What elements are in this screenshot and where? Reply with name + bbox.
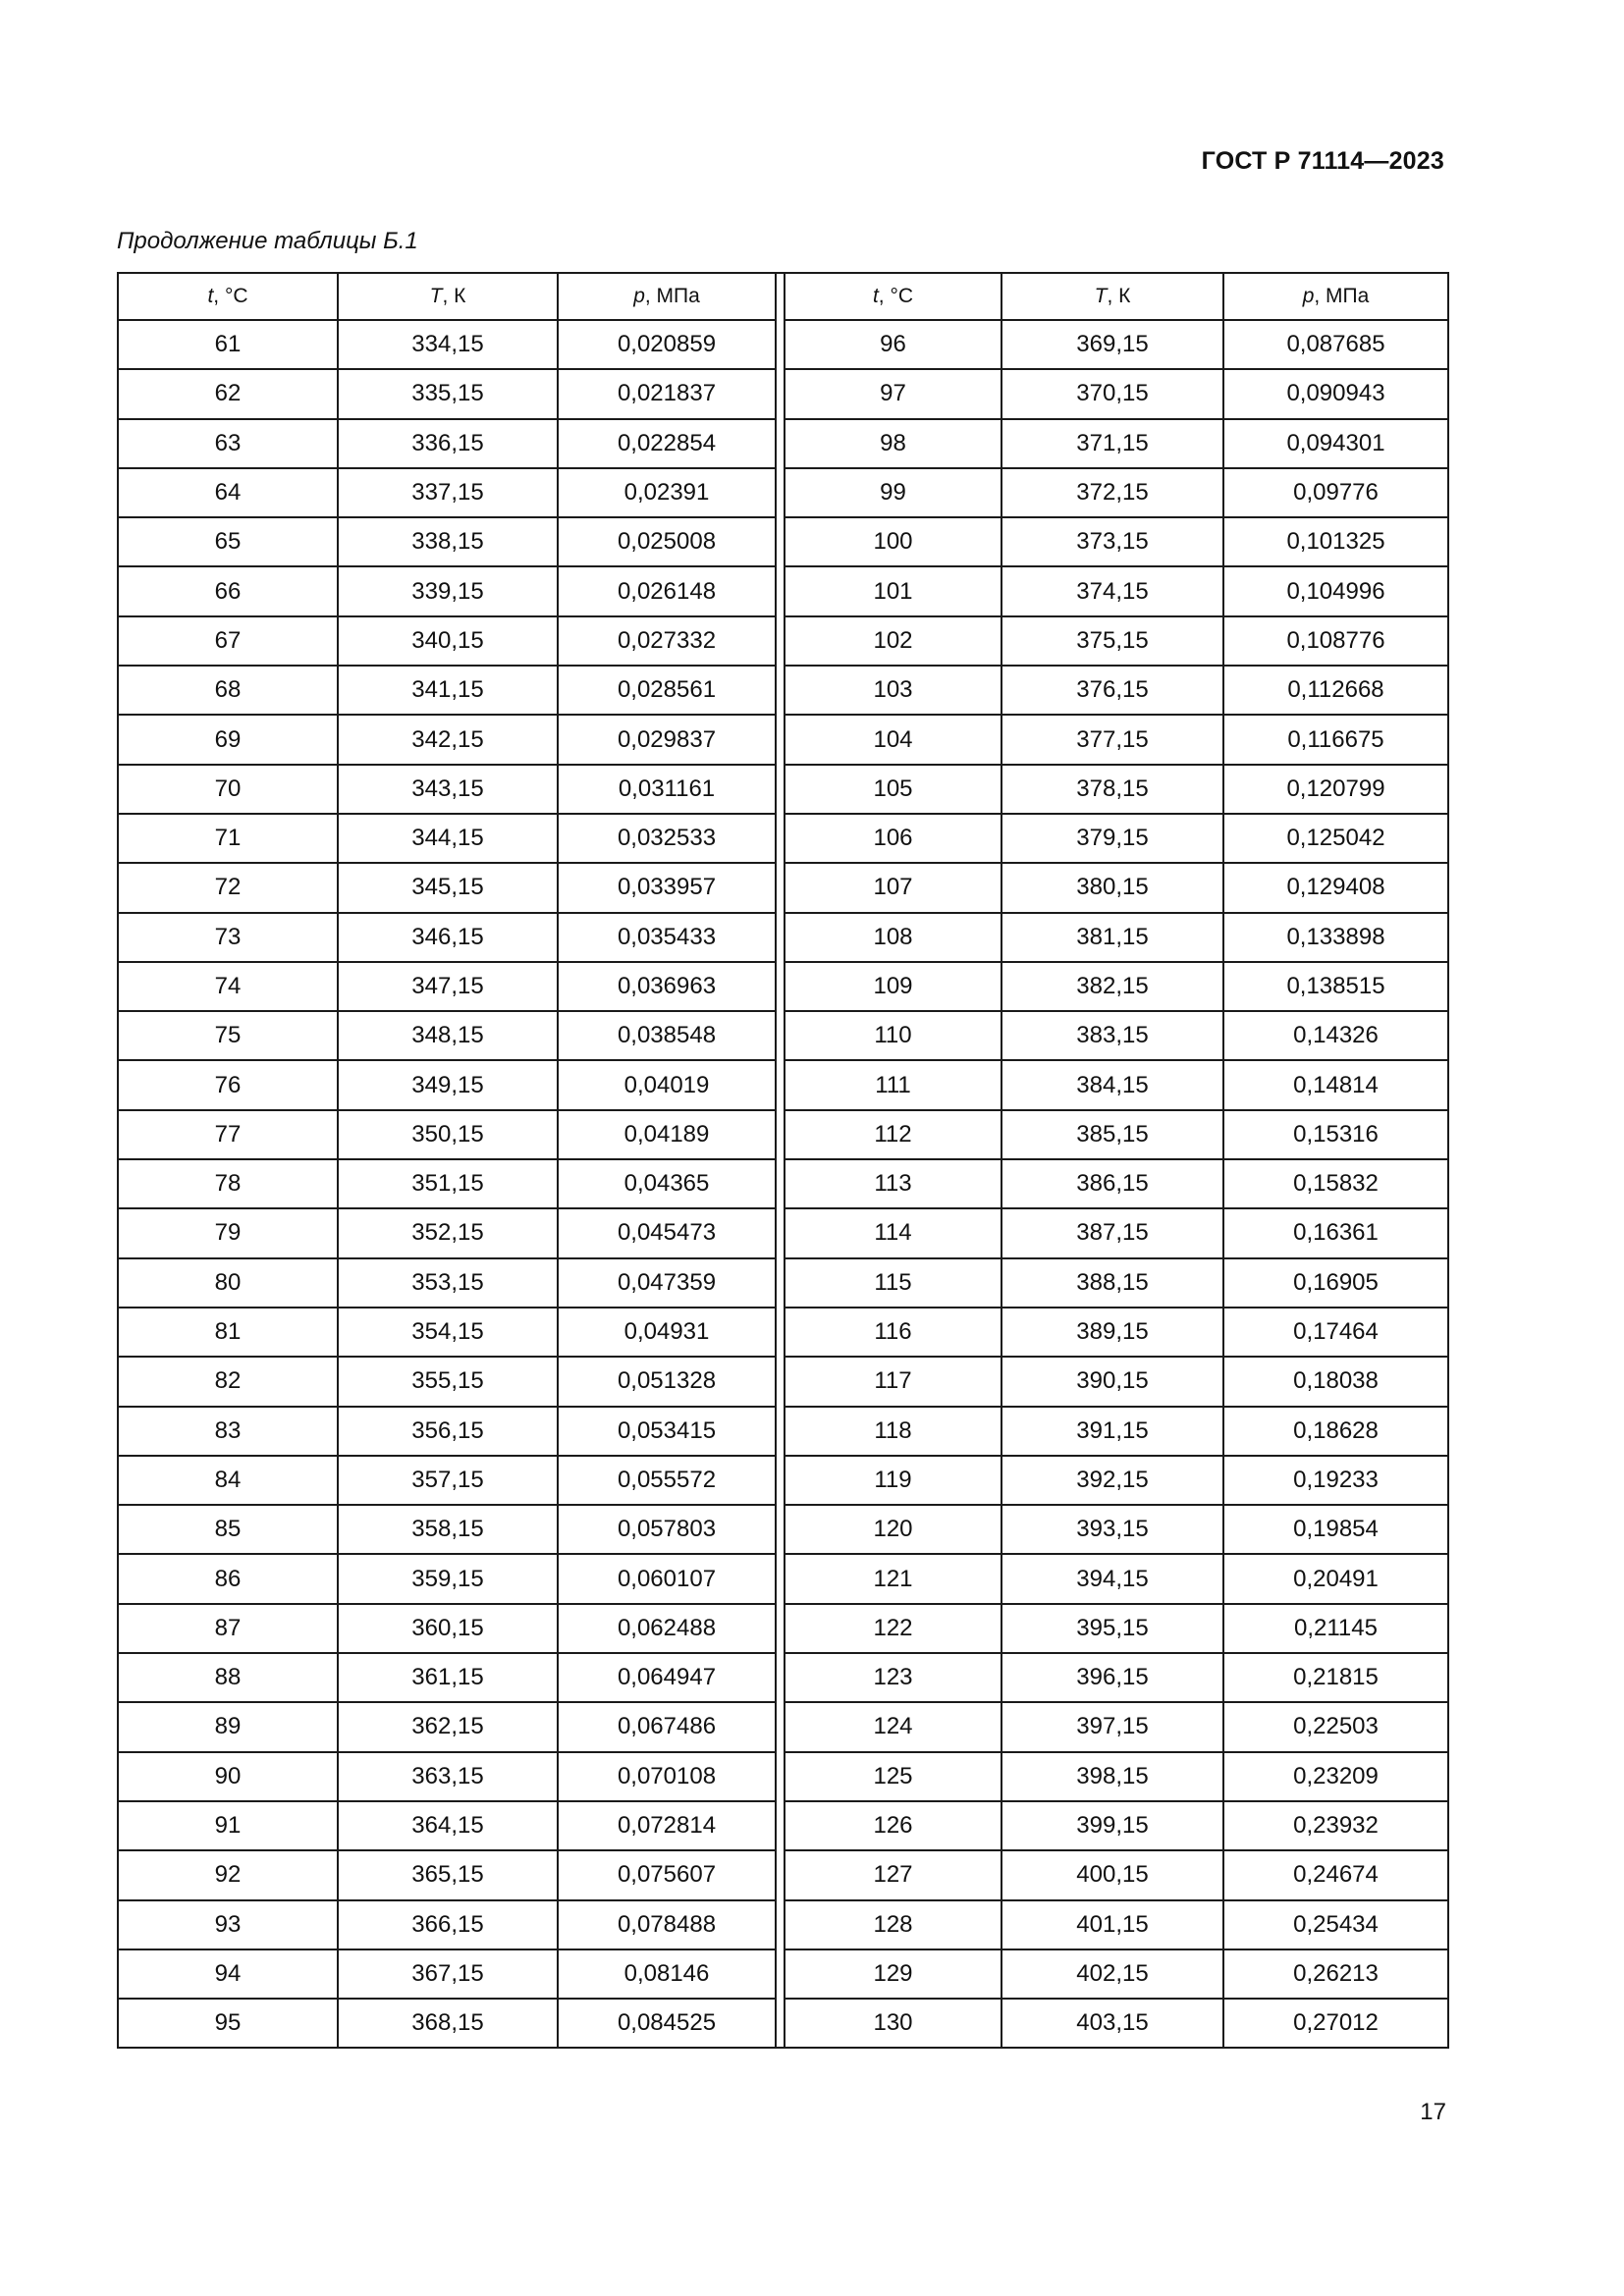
- cell-t-celsius: 125: [785, 1752, 1001, 1801]
- cell-p-mpa: 0,04931: [558, 1308, 776, 1357]
- column-header-T: T, К: [338, 273, 558, 320]
- cell-p-mpa: 0,108776: [1223, 616, 1448, 666]
- cell-p-mpa: 0,029837: [558, 715, 776, 764]
- cell-p-mpa: 0,045473: [558, 1208, 776, 1257]
- cell-T-kelvin: 398,15: [1001, 1752, 1223, 1801]
- cell-T-kelvin: 344,15: [338, 814, 558, 863]
- cell-t-celsius: 98: [785, 419, 1001, 468]
- cell-T-kelvin: 336,15: [338, 419, 558, 468]
- cell-p-mpa: 0,090943: [1223, 369, 1448, 418]
- cell-T-kelvin: 363,15: [338, 1752, 558, 1801]
- cell-t-celsius: 115: [785, 1258, 1001, 1308]
- cell-T-kelvin: 337,15: [338, 468, 558, 517]
- table-row: [785, 666, 1448, 715]
- table-row: [118, 1208, 776, 1257]
- table-row: [118, 1456, 776, 1505]
- table-row: [785, 1011, 1448, 1060]
- column-header-t: t, °C: [118, 273, 338, 320]
- table-row: [118, 1505, 776, 1554]
- cell-T-kelvin: 401,15: [1001, 1900, 1223, 1949]
- cell-t-celsius: 108: [785, 913, 1001, 962]
- cell-p-mpa: 0,120799: [1223, 765, 1448, 814]
- cell-t-celsius: 73: [118, 913, 338, 962]
- cell-p-mpa: 0,051328: [558, 1357, 776, 1406]
- cell-T-kelvin: 382,15: [1001, 962, 1223, 1011]
- cell-t-celsius: 99: [785, 468, 1001, 517]
- table-row: [785, 616, 1448, 666]
- cell-T-kelvin: 384,15: [1001, 1060, 1223, 1109]
- table-row: [118, 1407, 776, 1456]
- cell-p-mpa: 0,057803: [558, 1505, 776, 1554]
- cell-T-kelvin: 377,15: [1001, 715, 1223, 764]
- table-row: [785, 1208, 1448, 1257]
- cell-T-kelvin: 342,15: [338, 715, 558, 764]
- cell-T-kelvin: 373,15: [1001, 517, 1223, 566]
- cell-T-kelvin: 365,15: [338, 1850, 558, 1899]
- cell-t-celsius: 119: [785, 1456, 1001, 1505]
- table-row: [118, 1357, 776, 1406]
- table-row: [785, 863, 1448, 912]
- cell-p-mpa: 0,084525: [558, 1999, 776, 2048]
- cell-T-kelvin: 390,15: [1001, 1357, 1223, 1406]
- cell-T-kelvin: 364,15: [338, 1801, 558, 1850]
- table-row: [785, 517, 1448, 566]
- cell-T-kelvin: 367,15: [338, 1949, 558, 1999]
- cell-p-mpa: 0,20491: [1223, 1554, 1448, 1603]
- cell-T-kelvin: 361,15: [338, 1653, 558, 1702]
- table-row: [785, 715, 1448, 764]
- table-b1-continuation: [117, 272, 1445, 2049]
- cell-T-kelvin: 362,15: [338, 1702, 558, 1751]
- cell-p-mpa: 0,21145: [1223, 1604, 1448, 1653]
- cell-t-celsius: 66: [118, 566, 338, 615]
- table-row: [118, 320, 776, 369]
- cell-p-mpa: 0,04365: [558, 1159, 776, 1208]
- table-header-row: [118, 273, 776, 320]
- cell-T-kelvin: 348,15: [338, 1011, 558, 1060]
- cell-p-mpa: 0,075607: [558, 1850, 776, 1899]
- cell-t-celsius: 113: [785, 1159, 1001, 1208]
- cell-T-kelvin: 383,15: [1001, 1011, 1223, 1060]
- cell-p-mpa: 0,21815: [1223, 1653, 1448, 1702]
- cell-T-kelvin: 360,15: [338, 1604, 558, 1653]
- table-row: [785, 1258, 1448, 1308]
- cell-p-mpa: 0,047359: [558, 1258, 776, 1308]
- cell-p-mpa: 0,138515: [1223, 962, 1448, 1011]
- cell-p-mpa: 0,14814: [1223, 1060, 1448, 1109]
- cell-p-mpa: 0,17464: [1223, 1308, 1448, 1357]
- cell-t-celsius: 94: [118, 1949, 338, 1999]
- cell-p-mpa: 0,087685: [1223, 320, 1448, 369]
- cell-t-celsius: 105: [785, 765, 1001, 814]
- table-row: [785, 1850, 1448, 1899]
- table-row: [785, 1702, 1448, 1751]
- cell-t-celsius: 95: [118, 1999, 338, 2048]
- column-header-t: t, °C: [785, 273, 1001, 320]
- cell-T-kelvin: 343,15: [338, 765, 558, 814]
- cell-t-celsius: 117: [785, 1357, 1001, 1406]
- table-row: [118, 1949, 776, 1999]
- table-row: [118, 1850, 776, 1899]
- column-header-p: p, МПа: [1223, 273, 1448, 320]
- cell-t-celsius: 97: [785, 369, 1001, 418]
- cell-T-kelvin: 374,15: [1001, 566, 1223, 615]
- table-row: [118, 1752, 776, 1801]
- cell-t-celsius: 83: [118, 1407, 338, 1456]
- table-left-half: [117, 272, 777, 2049]
- table-row: [118, 1604, 776, 1653]
- cell-p-mpa: 0,16361: [1223, 1208, 1448, 1257]
- table-row: [118, 1702, 776, 1751]
- table-row: [118, 1258, 776, 1308]
- cell-T-kelvin: 392,15: [1001, 1456, 1223, 1505]
- cell-t-celsius: 123: [785, 1653, 1001, 1702]
- cell-T-kelvin: 393,15: [1001, 1505, 1223, 1554]
- cell-t-celsius: 87: [118, 1604, 338, 1653]
- table-row: [785, 419, 1448, 468]
- cell-p-mpa: 0,26213: [1223, 1949, 1448, 1999]
- cell-T-kelvin: 352,15: [338, 1208, 558, 1257]
- cell-t-celsius: 128: [785, 1900, 1001, 1949]
- cell-p-mpa: 0,02391: [558, 468, 776, 517]
- cell-T-kelvin: 403,15: [1001, 1999, 1223, 2048]
- table-row: [785, 1604, 1448, 1653]
- cell-t-celsius: 116: [785, 1308, 1001, 1357]
- cell-t-celsius: 79: [118, 1208, 338, 1257]
- table-row: [118, 1653, 776, 1702]
- cell-p-mpa: 0,104996: [1223, 566, 1448, 615]
- cell-T-kelvin: 358,15: [338, 1505, 558, 1554]
- cell-T-kelvin: 357,15: [338, 1456, 558, 1505]
- cell-t-celsius: 107: [785, 863, 1001, 912]
- table-row: [118, 1999, 776, 2048]
- cell-T-kelvin: 369,15: [1001, 320, 1223, 369]
- cell-t-celsius: 124: [785, 1702, 1001, 1751]
- cell-p-mpa: 0,16905: [1223, 1258, 1448, 1308]
- cell-t-celsius: 65: [118, 517, 338, 566]
- table-row: [785, 1554, 1448, 1603]
- cell-p-mpa: 0,04189: [558, 1110, 776, 1159]
- cell-p-mpa: 0,116675: [1223, 715, 1448, 764]
- table-row: [118, 962, 776, 1011]
- cell-p-mpa: 0,021837: [558, 369, 776, 418]
- cell-T-kelvin: 396,15: [1001, 1653, 1223, 1702]
- cell-T-kelvin: 340,15: [338, 616, 558, 666]
- cell-T-kelvin: 339,15: [338, 566, 558, 615]
- cell-p-mpa: 0,028561: [558, 666, 776, 715]
- cell-t-celsius: 75: [118, 1011, 338, 1060]
- cell-t-celsius: 70: [118, 765, 338, 814]
- cell-T-kelvin: 335,15: [338, 369, 558, 418]
- table-row: [118, 419, 776, 468]
- cell-p-mpa: 0,19854: [1223, 1505, 1448, 1554]
- cell-t-celsius: 93: [118, 1900, 338, 1949]
- table-row: [785, 1456, 1448, 1505]
- cell-p-mpa: 0,23209: [1223, 1752, 1448, 1801]
- table-row: [118, 1159, 776, 1208]
- cell-t-celsius: 84: [118, 1456, 338, 1505]
- cell-t-celsius: 86: [118, 1554, 338, 1603]
- cell-T-kelvin: 366,15: [338, 1900, 558, 1949]
- cell-p-mpa: 0,23932: [1223, 1801, 1448, 1850]
- cell-T-kelvin: 402,15: [1001, 1949, 1223, 1999]
- cell-T-kelvin: 359,15: [338, 1554, 558, 1603]
- cell-p-mpa: 0,112668: [1223, 666, 1448, 715]
- cell-T-kelvin: 351,15: [338, 1159, 558, 1208]
- table-row: [785, 1357, 1448, 1406]
- cell-t-celsius: 88: [118, 1653, 338, 1702]
- cell-T-kelvin: 386,15: [1001, 1159, 1223, 1208]
- cell-p-mpa: 0,067486: [558, 1702, 776, 1751]
- cell-p-mpa: 0,026148: [558, 566, 776, 615]
- cell-t-celsius: 77: [118, 1110, 338, 1159]
- cell-p-mpa: 0,031161: [558, 765, 776, 814]
- cell-t-celsius: 81: [118, 1308, 338, 1357]
- cell-T-kelvin: 376,15: [1001, 666, 1223, 715]
- cell-t-celsius: 104: [785, 715, 1001, 764]
- table-row: [785, 566, 1448, 615]
- table-row: [118, 765, 776, 814]
- cell-t-celsius: 129: [785, 1949, 1001, 1999]
- cell-p-mpa: 0,060107: [558, 1554, 776, 1603]
- table-row: [785, 1505, 1448, 1554]
- cell-t-celsius: 71: [118, 814, 338, 863]
- cell-t-celsius: 76: [118, 1060, 338, 1109]
- cell-t-celsius: 101: [785, 566, 1001, 615]
- cell-p-mpa: 0,020859: [558, 320, 776, 369]
- cell-t-celsius: 72: [118, 863, 338, 912]
- cell-T-kelvin: 370,15: [1001, 369, 1223, 418]
- table-row: [785, 1110, 1448, 1159]
- cell-t-celsius: 102: [785, 616, 1001, 666]
- table-row: [785, 1159, 1448, 1208]
- table-row: [118, 913, 776, 962]
- cell-T-kelvin: 380,15: [1001, 863, 1223, 912]
- table-row: [118, 715, 776, 764]
- cell-T-kelvin: 338,15: [338, 517, 558, 566]
- cell-p-mpa: 0,14326: [1223, 1011, 1448, 1060]
- document-code: ГОСТ Р 71114—2023: [1201, 147, 1444, 175]
- cell-p-mpa: 0,032533: [558, 814, 776, 863]
- cell-t-celsius: 68: [118, 666, 338, 715]
- cell-T-kelvin: 354,15: [338, 1308, 558, 1357]
- cell-p-mpa: 0,24674: [1223, 1850, 1448, 1899]
- cell-t-celsius: 112: [785, 1110, 1001, 1159]
- table-divider: [777, 272, 784, 2049]
- cell-t-celsius: 127: [785, 1850, 1001, 1899]
- cell-t-celsius: 67: [118, 616, 338, 666]
- cell-T-kelvin: 334,15: [338, 320, 558, 369]
- cell-p-mpa: 0,064947: [558, 1653, 776, 1702]
- cell-T-kelvin: 346,15: [338, 913, 558, 962]
- cell-T-kelvin: 394,15: [1001, 1554, 1223, 1603]
- cell-t-celsius: 62: [118, 369, 338, 418]
- cell-t-celsius: 89: [118, 1702, 338, 1751]
- table-row: [785, 913, 1448, 962]
- cell-p-mpa: 0,033957: [558, 863, 776, 912]
- table-header-row: [785, 273, 1448, 320]
- table-row: [118, 1110, 776, 1159]
- cell-t-celsius: 69: [118, 715, 338, 764]
- cell-t-celsius: 118: [785, 1407, 1001, 1456]
- cell-t-celsius: 122: [785, 1604, 1001, 1653]
- table-row: [118, 666, 776, 715]
- cell-p-mpa: 0,125042: [1223, 814, 1448, 863]
- cell-T-kelvin: 391,15: [1001, 1407, 1223, 1456]
- cell-p-mpa: 0,22503: [1223, 1702, 1448, 1751]
- cell-t-celsius: 114: [785, 1208, 1001, 1257]
- column-header-p: p, МПа: [558, 273, 776, 320]
- table-row: [118, 814, 776, 863]
- table-right-half: [784, 272, 1449, 2049]
- cell-t-celsius: 111: [785, 1060, 1001, 1109]
- cell-T-kelvin: 371,15: [1001, 419, 1223, 468]
- cell-T-kelvin: 353,15: [338, 1258, 558, 1308]
- table-row: [785, 1900, 1448, 1949]
- table-row: [785, 1801, 1448, 1850]
- cell-t-celsius: 130: [785, 1999, 1001, 2048]
- cell-T-kelvin: 356,15: [338, 1407, 558, 1456]
- cell-p-mpa: 0,053415: [558, 1407, 776, 1456]
- cell-T-kelvin: 395,15: [1001, 1604, 1223, 1653]
- cell-p-mpa: 0,18038: [1223, 1357, 1448, 1406]
- cell-T-kelvin: 341,15: [338, 666, 558, 715]
- cell-p-mpa: 0,094301: [1223, 419, 1448, 468]
- cell-T-kelvin: 397,15: [1001, 1702, 1223, 1751]
- cell-p-mpa: 0,133898: [1223, 913, 1448, 962]
- table-row: [118, 863, 776, 912]
- cell-T-kelvin: 368,15: [338, 1999, 558, 2048]
- cell-T-kelvin: 347,15: [338, 962, 558, 1011]
- cell-p-mpa: 0,078488: [558, 1900, 776, 1949]
- table-row: [785, 814, 1448, 863]
- table-row: [785, 1752, 1448, 1801]
- cell-T-kelvin: 400,15: [1001, 1850, 1223, 1899]
- table-row: [118, 1060, 776, 1109]
- cell-t-celsius: 92: [118, 1850, 338, 1899]
- table-row: [785, 1999, 1448, 2048]
- cell-p-mpa: 0,15316: [1223, 1110, 1448, 1159]
- cell-T-kelvin: 387,15: [1001, 1208, 1223, 1257]
- table-caption: Продолжение таблицы Б.1: [117, 228, 418, 254]
- cell-t-celsius: 120: [785, 1505, 1001, 1554]
- cell-T-kelvin: 399,15: [1001, 1801, 1223, 1850]
- cell-T-kelvin: 349,15: [338, 1060, 558, 1109]
- table-right-body: [785, 320, 1448, 2048]
- cell-p-mpa: 0,27012: [1223, 1999, 1448, 2048]
- cell-T-kelvin: 389,15: [1001, 1308, 1223, 1357]
- table-row: [785, 1949, 1448, 1999]
- table-row: [118, 1308, 776, 1357]
- cell-T-kelvin: 375,15: [1001, 616, 1223, 666]
- cell-p-mpa: 0,15832: [1223, 1159, 1448, 1208]
- table-row: [785, 320, 1448, 369]
- cell-p-mpa: 0,101325: [1223, 517, 1448, 566]
- table-row: [785, 1407, 1448, 1456]
- cell-t-celsius: 85: [118, 1505, 338, 1554]
- cell-p-mpa: 0,129408: [1223, 863, 1448, 912]
- cell-T-kelvin: 385,15: [1001, 1110, 1223, 1159]
- cell-t-celsius: 91: [118, 1801, 338, 1850]
- cell-p-mpa: 0,025008: [558, 517, 776, 566]
- cell-p-mpa: 0,038548: [558, 1011, 776, 1060]
- cell-T-kelvin: 372,15: [1001, 468, 1223, 517]
- table-left-body: [118, 320, 776, 2048]
- table-row: [785, 468, 1448, 517]
- cell-p-mpa: 0,08146: [558, 1949, 776, 1999]
- cell-t-celsius: 121: [785, 1554, 1001, 1603]
- table-row: [785, 369, 1448, 418]
- cell-t-celsius: 103: [785, 666, 1001, 715]
- cell-p-mpa: 0,036963: [558, 962, 776, 1011]
- table-row: [118, 1801, 776, 1850]
- cell-p-mpa: 0,19233: [1223, 1456, 1448, 1505]
- table-row: [118, 616, 776, 666]
- cell-t-celsius: 64: [118, 468, 338, 517]
- cell-T-kelvin: 379,15: [1001, 814, 1223, 863]
- cell-t-celsius: 80: [118, 1258, 338, 1308]
- table-row: [785, 765, 1448, 814]
- column-header-T: T, К: [1001, 273, 1223, 320]
- cell-t-celsius: 74: [118, 962, 338, 1011]
- cell-T-kelvin: 378,15: [1001, 765, 1223, 814]
- cell-T-kelvin: 350,15: [338, 1110, 558, 1159]
- cell-t-celsius: 100: [785, 517, 1001, 566]
- cell-t-celsius: 90: [118, 1752, 338, 1801]
- cell-p-mpa: 0,062488: [558, 1604, 776, 1653]
- page-number: 17: [1420, 2099, 1446, 2125]
- cell-t-celsius: 63: [118, 419, 338, 468]
- cell-p-mpa: 0,022854: [558, 419, 776, 468]
- table-row: [785, 1653, 1448, 1702]
- table-row: [785, 1308, 1448, 1357]
- table-row: [118, 468, 776, 517]
- cell-p-mpa: 0,070108: [558, 1752, 776, 1801]
- table-row: [118, 1011, 776, 1060]
- table-row: [118, 369, 776, 418]
- cell-t-celsius: 126: [785, 1801, 1001, 1850]
- table-row: [118, 1900, 776, 1949]
- cell-p-mpa: 0,055572: [558, 1456, 776, 1505]
- cell-t-celsius: 110: [785, 1011, 1001, 1060]
- cell-p-mpa: 0,072814: [558, 1801, 776, 1850]
- cell-T-kelvin: 388,15: [1001, 1258, 1223, 1308]
- cell-T-kelvin: 355,15: [338, 1357, 558, 1406]
- cell-t-celsius: 82: [118, 1357, 338, 1406]
- cell-t-celsius: 61: [118, 320, 338, 369]
- table-row: [785, 1060, 1448, 1109]
- cell-p-mpa: 0,25434: [1223, 1900, 1448, 1949]
- cell-T-kelvin: 345,15: [338, 863, 558, 912]
- cell-t-celsius: 109: [785, 962, 1001, 1011]
- cell-t-celsius: 96: [785, 320, 1001, 369]
- cell-t-celsius: 78: [118, 1159, 338, 1208]
- cell-t-celsius: 106: [785, 814, 1001, 863]
- cell-T-kelvin: 381,15: [1001, 913, 1223, 962]
- cell-p-mpa: 0,04019: [558, 1060, 776, 1109]
- cell-p-mpa: 0,035433: [558, 913, 776, 962]
- table-row: [118, 517, 776, 566]
- cell-p-mpa: 0,18628: [1223, 1407, 1448, 1456]
- cell-p-mpa: 0,027332: [558, 616, 776, 666]
- cell-p-mpa: 0,09776: [1223, 468, 1448, 517]
- table-row: [118, 1554, 776, 1603]
- table-row: [118, 566, 776, 615]
- table-row: [785, 962, 1448, 1011]
